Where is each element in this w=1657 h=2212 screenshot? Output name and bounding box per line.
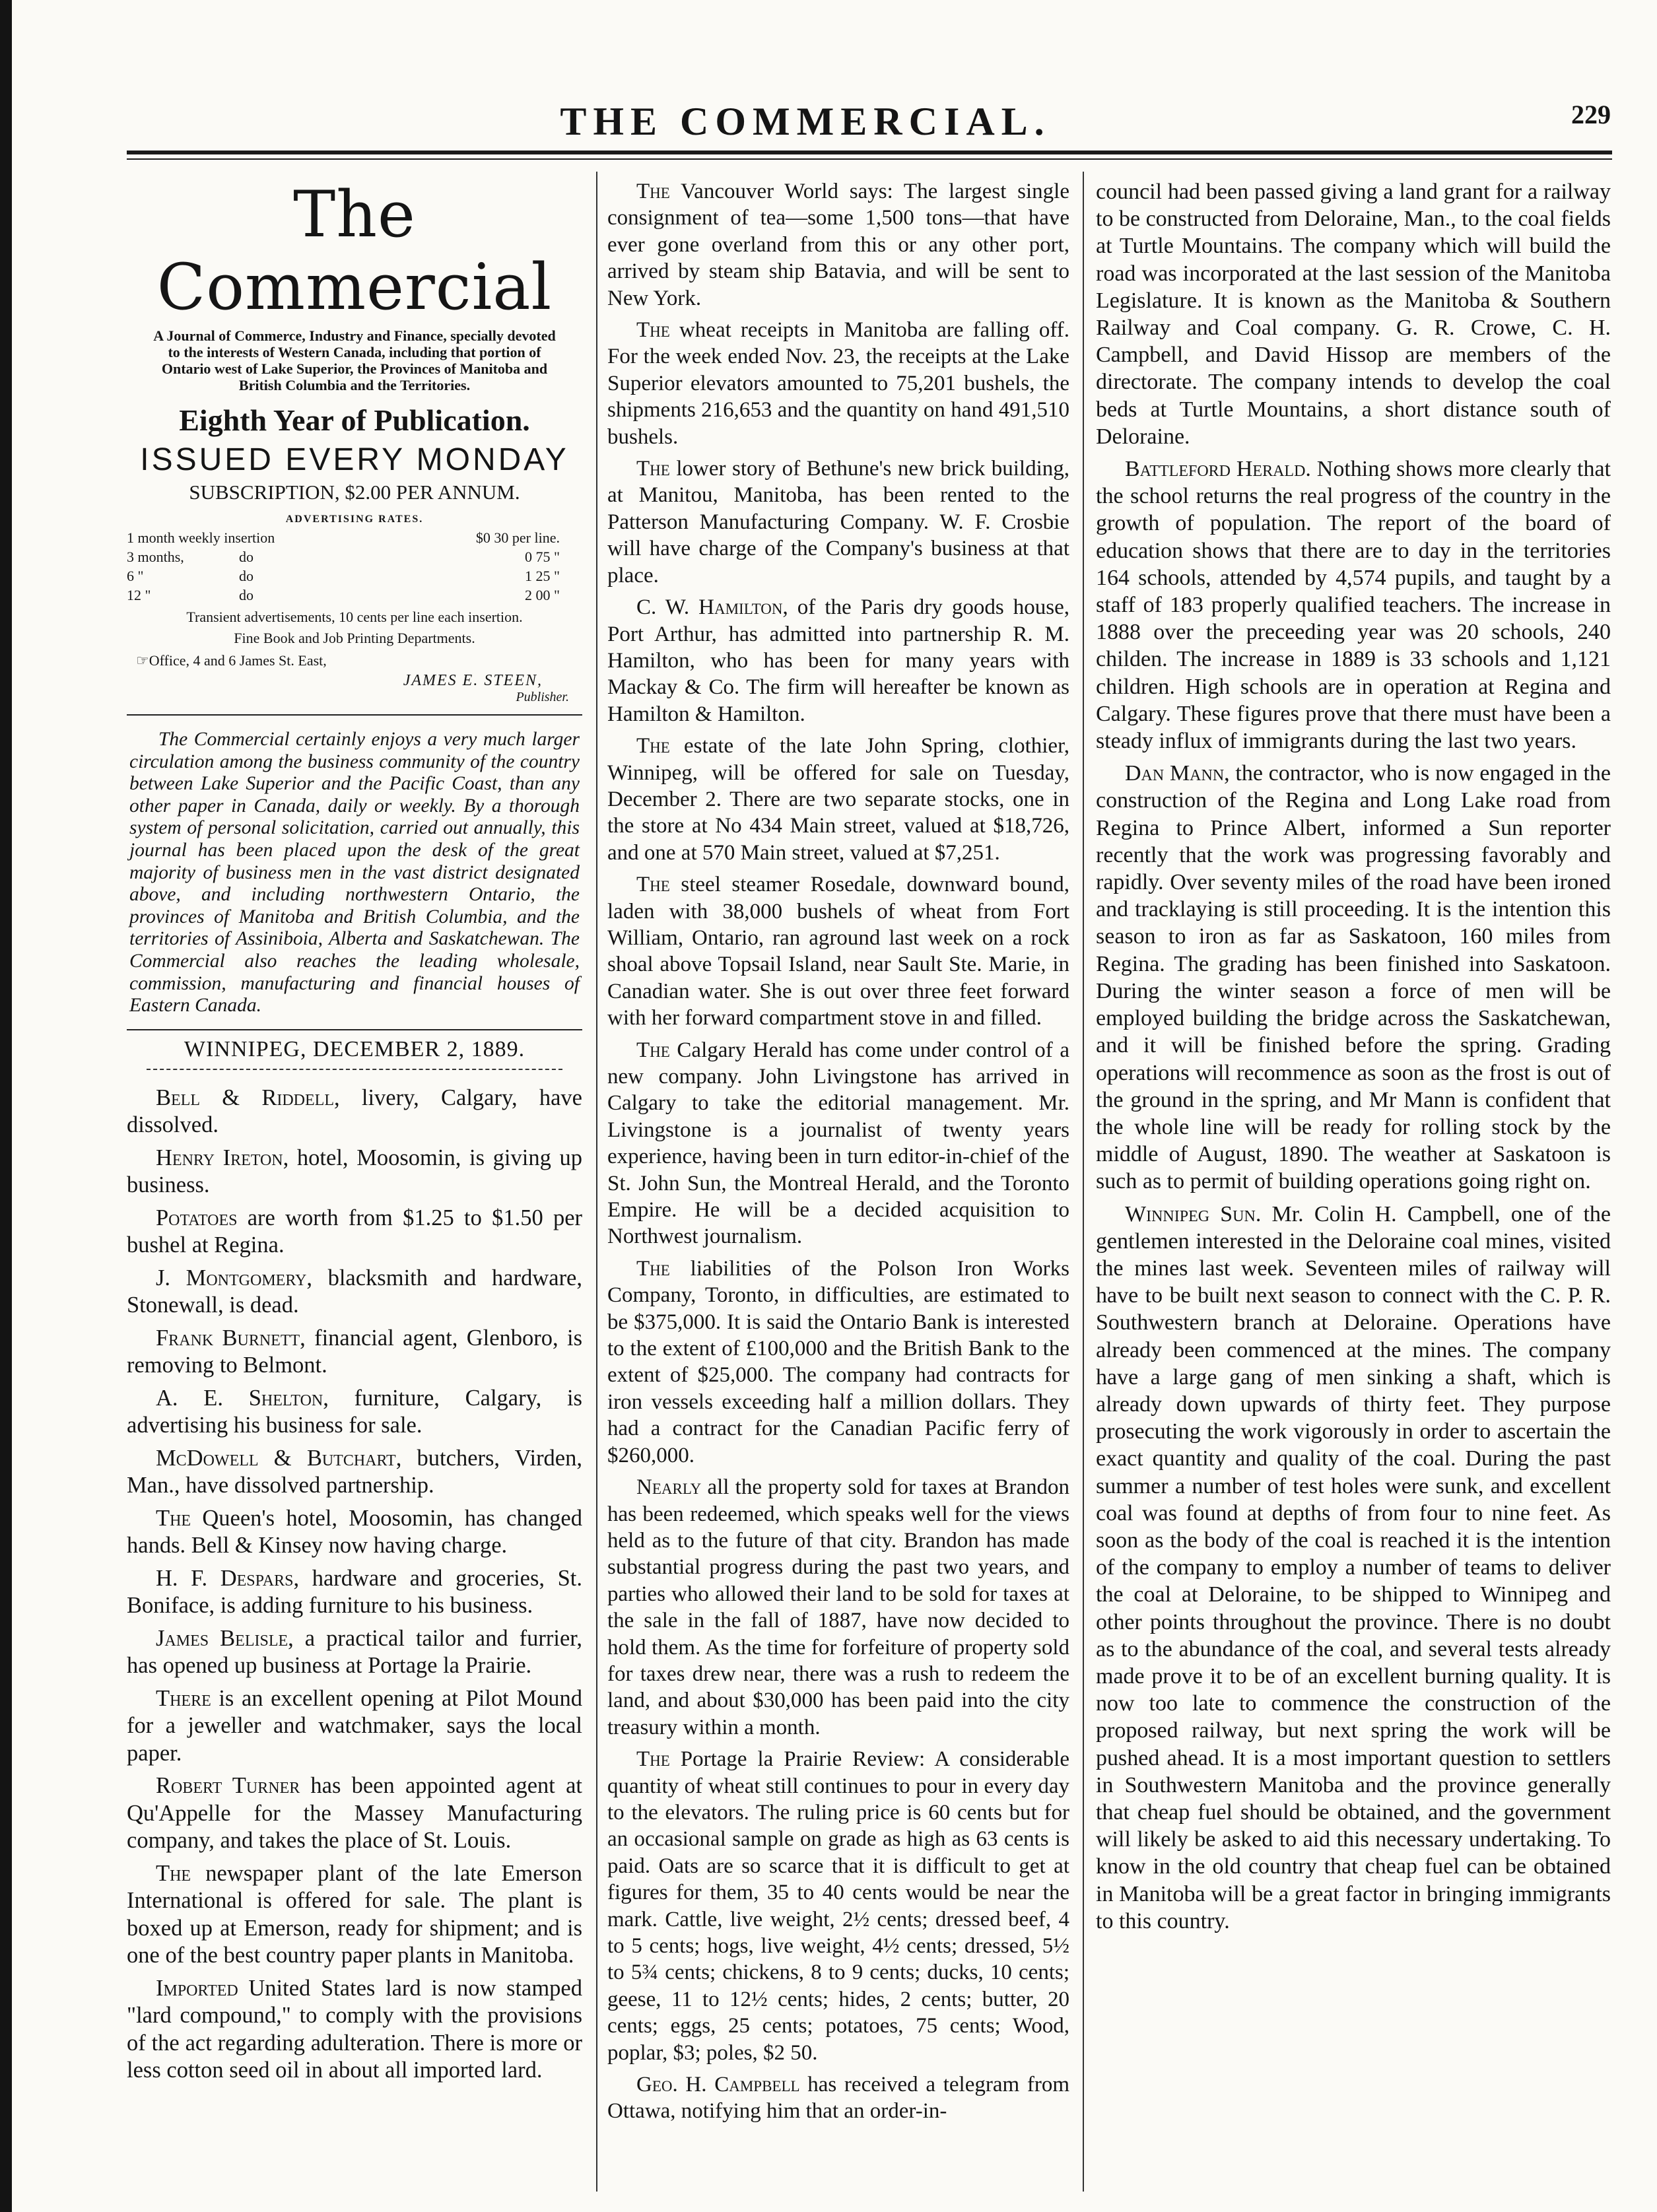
news-item bbox=[127, 1565, 582, 1620]
column-2-items bbox=[607, 178, 1069, 2125]
news-item bbox=[607, 455, 1069, 589]
news-item-text: Calgary Herald has come under control of a new company. John Livingstone has arrived in Calgary to take the editorial management. Mr. Livingstone is a journalist of twenty years experience, having been in turn editor-in-chief of the St. John Sun, the Montreal Herald, and the Toronto Empire. He will be a decided acquisition to Northwest journalism. bbox=[607, 1038, 1069, 1249]
running-header-title: THE COMMERCIAL. bbox=[560, 100, 1051, 143]
news-item bbox=[127, 1772, 582, 1855]
news-item-text: council had been passed giving a land grant for a railway to be constructed from Deloraine, Man., to the coal fields at Turtle Mountains. The company which will build the road was incorporated at the last session of the Manitoba Legislature. It is known as the Manitoba & Southern Railway and Coal company. G. R. Crowe, C. H. Campbell, and David Hissop are members of the directorate. The company intends to develop the coal beds at Turtle Mountains, a short distance south of Deloraine. bbox=[1096, 180, 1611, 449]
news-item-text: a practical tailor and furrier, has opened up business at Portage la Prairie. bbox=[127, 1625, 582, 1679]
column-3 bbox=[1096, 178, 1611, 2198]
column-rule-2 bbox=[1083, 172, 1084, 2192]
column-rule-1 bbox=[596, 172, 597, 2192]
news-item-lead: Geo. H. Campbell bbox=[636, 2073, 800, 2097]
news-item bbox=[607, 178, 1069, 312]
rate-row bbox=[127, 528, 582, 547]
rate-period: 3 months, bbox=[127, 549, 184, 565]
printing-departments: Fine Book and Job Printing Departments. bbox=[234, 630, 475, 646]
office-address bbox=[136, 652, 582, 669]
column-1-items bbox=[127, 1085, 582, 2085]
news-item-text: Queen's hotel, Moosomin, has changed hands. Bell & Kinsey now having charge. bbox=[127, 1505, 582, 1558]
rate-period: 12 " bbox=[127, 587, 151, 603]
news-item bbox=[607, 1474, 1069, 1741]
news-item-text: Portage la Prairie Review: A considerable quantity of wheat still continues to pour in every day to the elevators. The ruling price is 60 cents but for an occasional sample on grade as high as 63 cents is paid. Oats are so scarce that it is difficult to get at figures for them, 35 to 40 cents would be near the mark. Cattle, live weight, 2½ cents; dressed beef, 4 to 5 cents; hogs, live weight, 4½ cents; dressed, 5½ to 5¾ cents; chickens, 8 to 9 cents; ducks, 10 cents; geese, 11 to 12½ cents; hides, 2 cents; butter, 20 cents; eggs, 25 cents; potatoes, 75 cents; Wood, poplar, $3; poles, $2 50. bbox=[607, 1747, 1069, 2065]
news-item-lead: There bbox=[156, 1685, 211, 1711]
news-item-lead: The bbox=[636, 1747, 670, 1772]
news-item-text: liabilities of the Polson Iron Works Company, Toronto, in difficulties, are estimated to be $375,000. It is said the Ontario Bank is interested to the extent of £100,000 and the British Bank to the extent of $25,000. The company had contracts for iron vessels exceeding half a million dollars. They had a contract for the Canadian Pacific ferry of $260,000. bbox=[607, 1256, 1069, 1467]
rate-price: 1 25 " bbox=[525, 568, 560, 584]
news-item bbox=[607, 1256, 1069, 1469]
news-item bbox=[127, 1325, 582, 1380]
news-item bbox=[607, 594, 1069, 727]
news-item-lead: Henry Ireton, bbox=[156, 1145, 289, 1170]
news-item bbox=[127, 1975, 582, 2085]
news-item-lead: Battleford Herald. bbox=[1125, 457, 1311, 482]
news-item bbox=[607, 2071, 1069, 2125]
news-item-text: Nothing shows more clearly that the school returns the real progress of the country in the growth of population. The report of the board of education shows that there are to day in the territories 164 schools, attended by 4,574 pupils, and taught by a staff of 183 properly qualified teachers. The increase in 1888 over the preceeding year was 20 schools, 240 childen. The increase in 1889 is 33 schools and 1,121 children. High schools are in operation at Regina and Calgary. These figures prove that there must have been a steady influx of immigrants during the last two years. bbox=[1096, 457, 1611, 754]
news-item-text: financial agent, Glenboro, is removing to Belmont. bbox=[127, 1325, 582, 1378]
news-item-lead: Robert Turner bbox=[156, 1773, 300, 1799]
news-item-text: United States lard is now stamped "lard compound," to comply with the provisions of the act regarding adulteration. There is more or less cotton seed oil in about all imported lard. bbox=[127, 1975, 582, 2083]
news-item bbox=[1096, 178, 1611, 450]
news-item bbox=[127, 1445, 582, 1500]
divider bbox=[127, 1029, 582, 1030]
news-item-lead: Potatoes bbox=[156, 1205, 238, 1230]
transient-rates: Transient advertisements, 10 cents per line each insertion. bbox=[186, 609, 523, 625]
news-item-text: has received a telegram from Ottawa, notifying him that an order-in- bbox=[607, 2073, 1069, 2124]
news-item bbox=[1096, 760, 1611, 1195]
news-item-text: butchers, Virden, Man., have dissolved partnership. bbox=[127, 1445, 582, 1498]
news-item-text: the contractor, who is now engaged in the construction of the Regina and Long Lake road from Regina to Prince Albert, informed a Sun reporter recently that the work was progressing favorably and rapidly. Over seventy miles of the road have been ironed and tracklaying is still proceeding. It is the intention this season to iron as far as Saskatoon, 160 miles from Regina. The grading has been finished into Saskatoon. During the winter season a force of men will be employed building the bridge across the Saskatchewan, and it will be finished before the spring. Grading operations will recommence as soon as the frost is out of the ground in the spring, and Mr Mann is confident that the whole line will be ready for rolling stock by the middle of August, 1890. The weather at Saskatoon is such as to permit of building operations going right on. bbox=[1096, 761, 1611, 1194]
rate-price: 0 75 " bbox=[525, 549, 560, 565]
news-item bbox=[127, 1625, 582, 1680]
news-item bbox=[127, 1860, 582, 1970]
column-2 bbox=[607, 178, 1069, 2198]
news-item-lead: Bell & Riddell, bbox=[156, 1085, 340, 1110]
news-item-lead: The bbox=[636, 1256, 670, 1281]
news-item-text: Vancouver World says: The largest single consignment of tea—some 1,500 tons—that have ever gone overland from this or any other port, arrived by steam ship Batavia, and will be sent to New York. bbox=[607, 180, 1069, 310]
news-item-lead: The bbox=[636, 457, 670, 481]
news-item-lead: Frank Burnett, bbox=[156, 1325, 306, 1351]
news-item-text: Mr. Colin H. Campbell, one of the gentlemen interested in the Deloraine coal mines, visited the mines last week. Seventeen miles of railway will have to be built next season to connect with the C. P. R. Southwestern branch at Deloraine. Operations have already been commenced at the mines. The company have a large gang of men sinking a shaft, which is already down upwards of thirty feet. They purpose prosecuting the work vigorously in order to ascertain the exact quantity and quality of the coal. During the past summer a number of test holes were sunk, and excellent coal was found at depths of from four to nine feet. As soon as the body of the coal is reached it is the intention of the company to employ a number of teams to deliver the coal at Deloraine, to be shipped to Winnipeg and other points throughout the province. There is no doubt as to the abundance of the coal, and several tests already made prove it to be of an excellent burning quality. It is now too late to commence the construction of the proposed railway, but next spring the work will be pushed ahead. It is a most important question to settlers in Southwestern Manitoba and the province generally that cheap fuel should be obtained, and the government will likely be asked to aid this necessary undertaking. To know in the old country that cheap fuel can be obtained in Manitoba will be a great factor in bringing immigrants to this country. bbox=[1096, 1201, 1611, 1933]
news-item-lead: The bbox=[636, 734, 670, 758]
rate-period: 6 " bbox=[127, 568, 144, 584]
news-item-lead: C. W. Hamilton, bbox=[636, 595, 788, 620]
masthead-description: A Journal of Commerce, Industry and Finance, specially devoted to the interests of Western Canada, including that portion of Ontario west of Lake Superior, the Provinces of Manitoba and British Columbia and the Territories. bbox=[153, 327, 556, 393]
rate-price: 2 00 " bbox=[525, 587, 560, 603]
rate-row bbox=[127, 586, 582, 605]
column-3-items bbox=[1096, 178, 1611, 1935]
rate-price: $0 30 per line. bbox=[475, 529, 560, 546]
circulation-notice: The Commercial certainly enjoys a very much larger circulation among the business community of the country between Lake Superior and the Pacific Coast, than any other paper in Canada, daily or weekly. By a thorough system of personal solicitation, carried out annually, this journal has been placed upon the desk of the great majority of business men in the vast district designated above, and including northwestern Ontario, the provinces of Manitoba and British Columbia, and the territories of Assiniboia, Alberta and Saskatchewan. The Commercial also reaches the leading wholesale, commission, manufacturing and financial houses of Eastern Canada. bbox=[129, 729, 580, 1017]
news-item-text: blacksmith and hardware, Stonewall, is dead. bbox=[127, 1265, 582, 1318]
scan-edge bbox=[0, 0, 12, 2212]
divider bbox=[127, 714, 582, 716]
dateline: WINNIPEG, DECEMBER 2, 1889. bbox=[184, 1036, 525, 1061]
office-text: Office, 4 and 6 James St. East, bbox=[149, 652, 327, 669]
news-item bbox=[1096, 455, 1611, 754]
header-rule-thin bbox=[127, 158, 1612, 160]
news-item-text: all the property sold for taxes at Brandon has been redeemed, which speaks well for the views held as to the future of that city. Brandon has made substantial progress during the past two years, and parties who allowed their land to be sold for taxes at the sale in the fall of 1887, have now decided to hold them. As the time for forfeiture of property sold for taxes drew near, there was a rush to redeem the land, and about $30,000 has been paid into the city treasury within a month. bbox=[607, 1475, 1069, 1739]
news-item bbox=[607, 733, 1069, 866]
news-item-lead: Dan Mann, bbox=[1125, 761, 1230, 786]
publisher-title: Publisher. bbox=[516, 690, 569, 704]
header-rule bbox=[127, 151, 1612, 154]
news-item-text: is an excellent opening at Pilot Mound for a jeweller and watchmaker, says the local paper. bbox=[127, 1685, 582, 1766]
news-item bbox=[127, 1505, 582, 1560]
page-number: 229 bbox=[1571, 100, 1611, 129]
news-item-text: hotel, Moosomin, is giving up business. bbox=[127, 1145, 582, 1198]
news-item bbox=[127, 1085, 582, 1139]
news-item bbox=[127, 1145, 582, 1199]
news-item-lead: Winnipeg Sun. bbox=[1125, 1201, 1262, 1226]
news-item-text: lower story of Bethune's new brick building, at Manitou, Manitoba, has been rented to the Patterson Manufacturing Company. W. F. Crosbie will have charge of the Company's business at that place. bbox=[607, 457, 1069, 587]
news-item-text: steel steamer Rosedale, downward bound, laden with 38,000 bushels of wheat from Fort William, Ontario, ran aground last week on a rock shoal above Topsail Island, near Sault Ste. Marie, in Canadian water. She is out over three feet forward with her forward compartment stove in and filled. bbox=[607, 873, 1069, 1030]
pointing-hand-icon: ☞ bbox=[136, 652, 149, 669]
rate-mid: do bbox=[239, 568, 254, 584]
news-item-text: estate of the late John Spring, clothier, Winnipeg, will be offered for sale on Tuesday, December 2. There are two separate stocks, one in the store at No 434 Main street, valued at $18,726, and one at 570 Main street, valued at $7,251. bbox=[607, 734, 1069, 865]
news-item-text: of the Paris dry goods house, Port Arthur, has admitted into partnership R. M. Hamilton, who has been for many years with Mackay & Co. The firm will hereafter be known as Hamilton & Hamilton. bbox=[607, 595, 1069, 726]
news-item bbox=[1096, 1201, 1611, 1935]
rates-table bbox=[127, 528, 582, 605]
news-item bbox=[127, 1265, 582, 1320]
rate-mid: do bbox=[239, 587, 254, 603]
news-item-lead: McDowell & Butchart, bbox=[156, 1445, 402, 1471]
news-item bbox=[607, 1037, 1069, 1250]
news-item-text: newspaper plant of the late Emerson International is offered for sale. The plant is boxed up at Emerson, ready for shipment; and is one of the best country paper plants in Manitoba. bbox=[127, 1860, 582, 1968]
news-item-text: has been appointed agent at Qu'Appelle for the Massey Manufacturing company, and takes the place of St. Louis. bbox=[127, 1773, 582, 1854]
dashed-divider bbox=[147, 1069, 562, 1070]
news-item-lead: J. Montgomery, bbox=[156, 1265, 312, 1290]
rate-period: 1 month weekly insertion bbox=[127, 529, 275, 546]
rate-mid: do bbox=[239, 549, 254, 565]
column-1 bbox=[127, 178, 582, 2205]
news-item bbox=[127, 1205, 582, 1259]
news-item bbox=[127, 1685, 582, 1768]
advertising-heading: ADVERTISING RATES. bbox=[285, 514, 424, 525]
news-item-lead: James Belisle, bbox=[156, 1625, 294, 1651]
publisher-name: JAMES E. STEEN, bbox=[403, 672, 543, 689]
rate-row bbox=[127, 547, 582, 566]
news-item-lead: The bbox=[636, 1038, 670, 1062]
rate-row bbox=[127, 566, 582, 586]
news-item-lead: The bbox=[636, 873, 670, 897]
news-item-text: furniture, Calgary, is advertising his business for sale. bbox=[127, 1385, 582, 1438]
news-item-text: hardware and groceries, St. Boniface, is adding furniture to his business. bbox=[127, 1565, 582, 1619]
news-item-lead: The bbox=[156, 1860, 191, 1886]
publication-year: Eighth Year of Publication. bbox=[179, 403, 530, 437]
news-item-text: livery, Calgary, have dissolved. bbox=[127, 1085, 582, 1138]
news-item-lead: Imported bbox=[156, 1975, 238, 2001]
news-item bbox=[607, 317, 1069, 450]
news-item-text: are worth from $1.25 to $1.50 per bushel at Regina. bbox=[127, 1205, 582, 1258]
masthead-title: The Commercial bbox=[156, 178, 553, 324]
news-item-lead: A. E. Shelton, bbox=[156, 1385, 329, 1411]
news-item bbox=[127, 1385, 582, 1440]
subscription-line: SUBSCRIPTION, $2.00 PER ANNUM. bbox=[189, 481, 520, 504]
news-item-lead: The bbox=[636, 180, 670, 203]
news-item-lead: Nearly bbox=[636, 1475, 702, 1500]
news-item-lead: The bbox=[636, 318, 670, 343]
news-item bbox=[607, 1746, 1069, 2066]
news-item-lead: The bbox=[156, 1505, 191, 1531]
news-item bbox=[607, 871, 1069, 1031]
news-item-lead: H. F. Despars, bbox=[156, 1565, 300, 1591]
issued-line: ISSUED EVERY MONDAY bbox=[140, 442, 569, 477]
news-item-text: wheat receipts in Manitoba are falling off. For the week ended Nov. 23, the receipts at the Lake Superior elevators amounted to 75,201 bushels, the shipments 216,653 and the quantity on hand 491,510 bushels. bbox=[607, 318, 1069, 449]
